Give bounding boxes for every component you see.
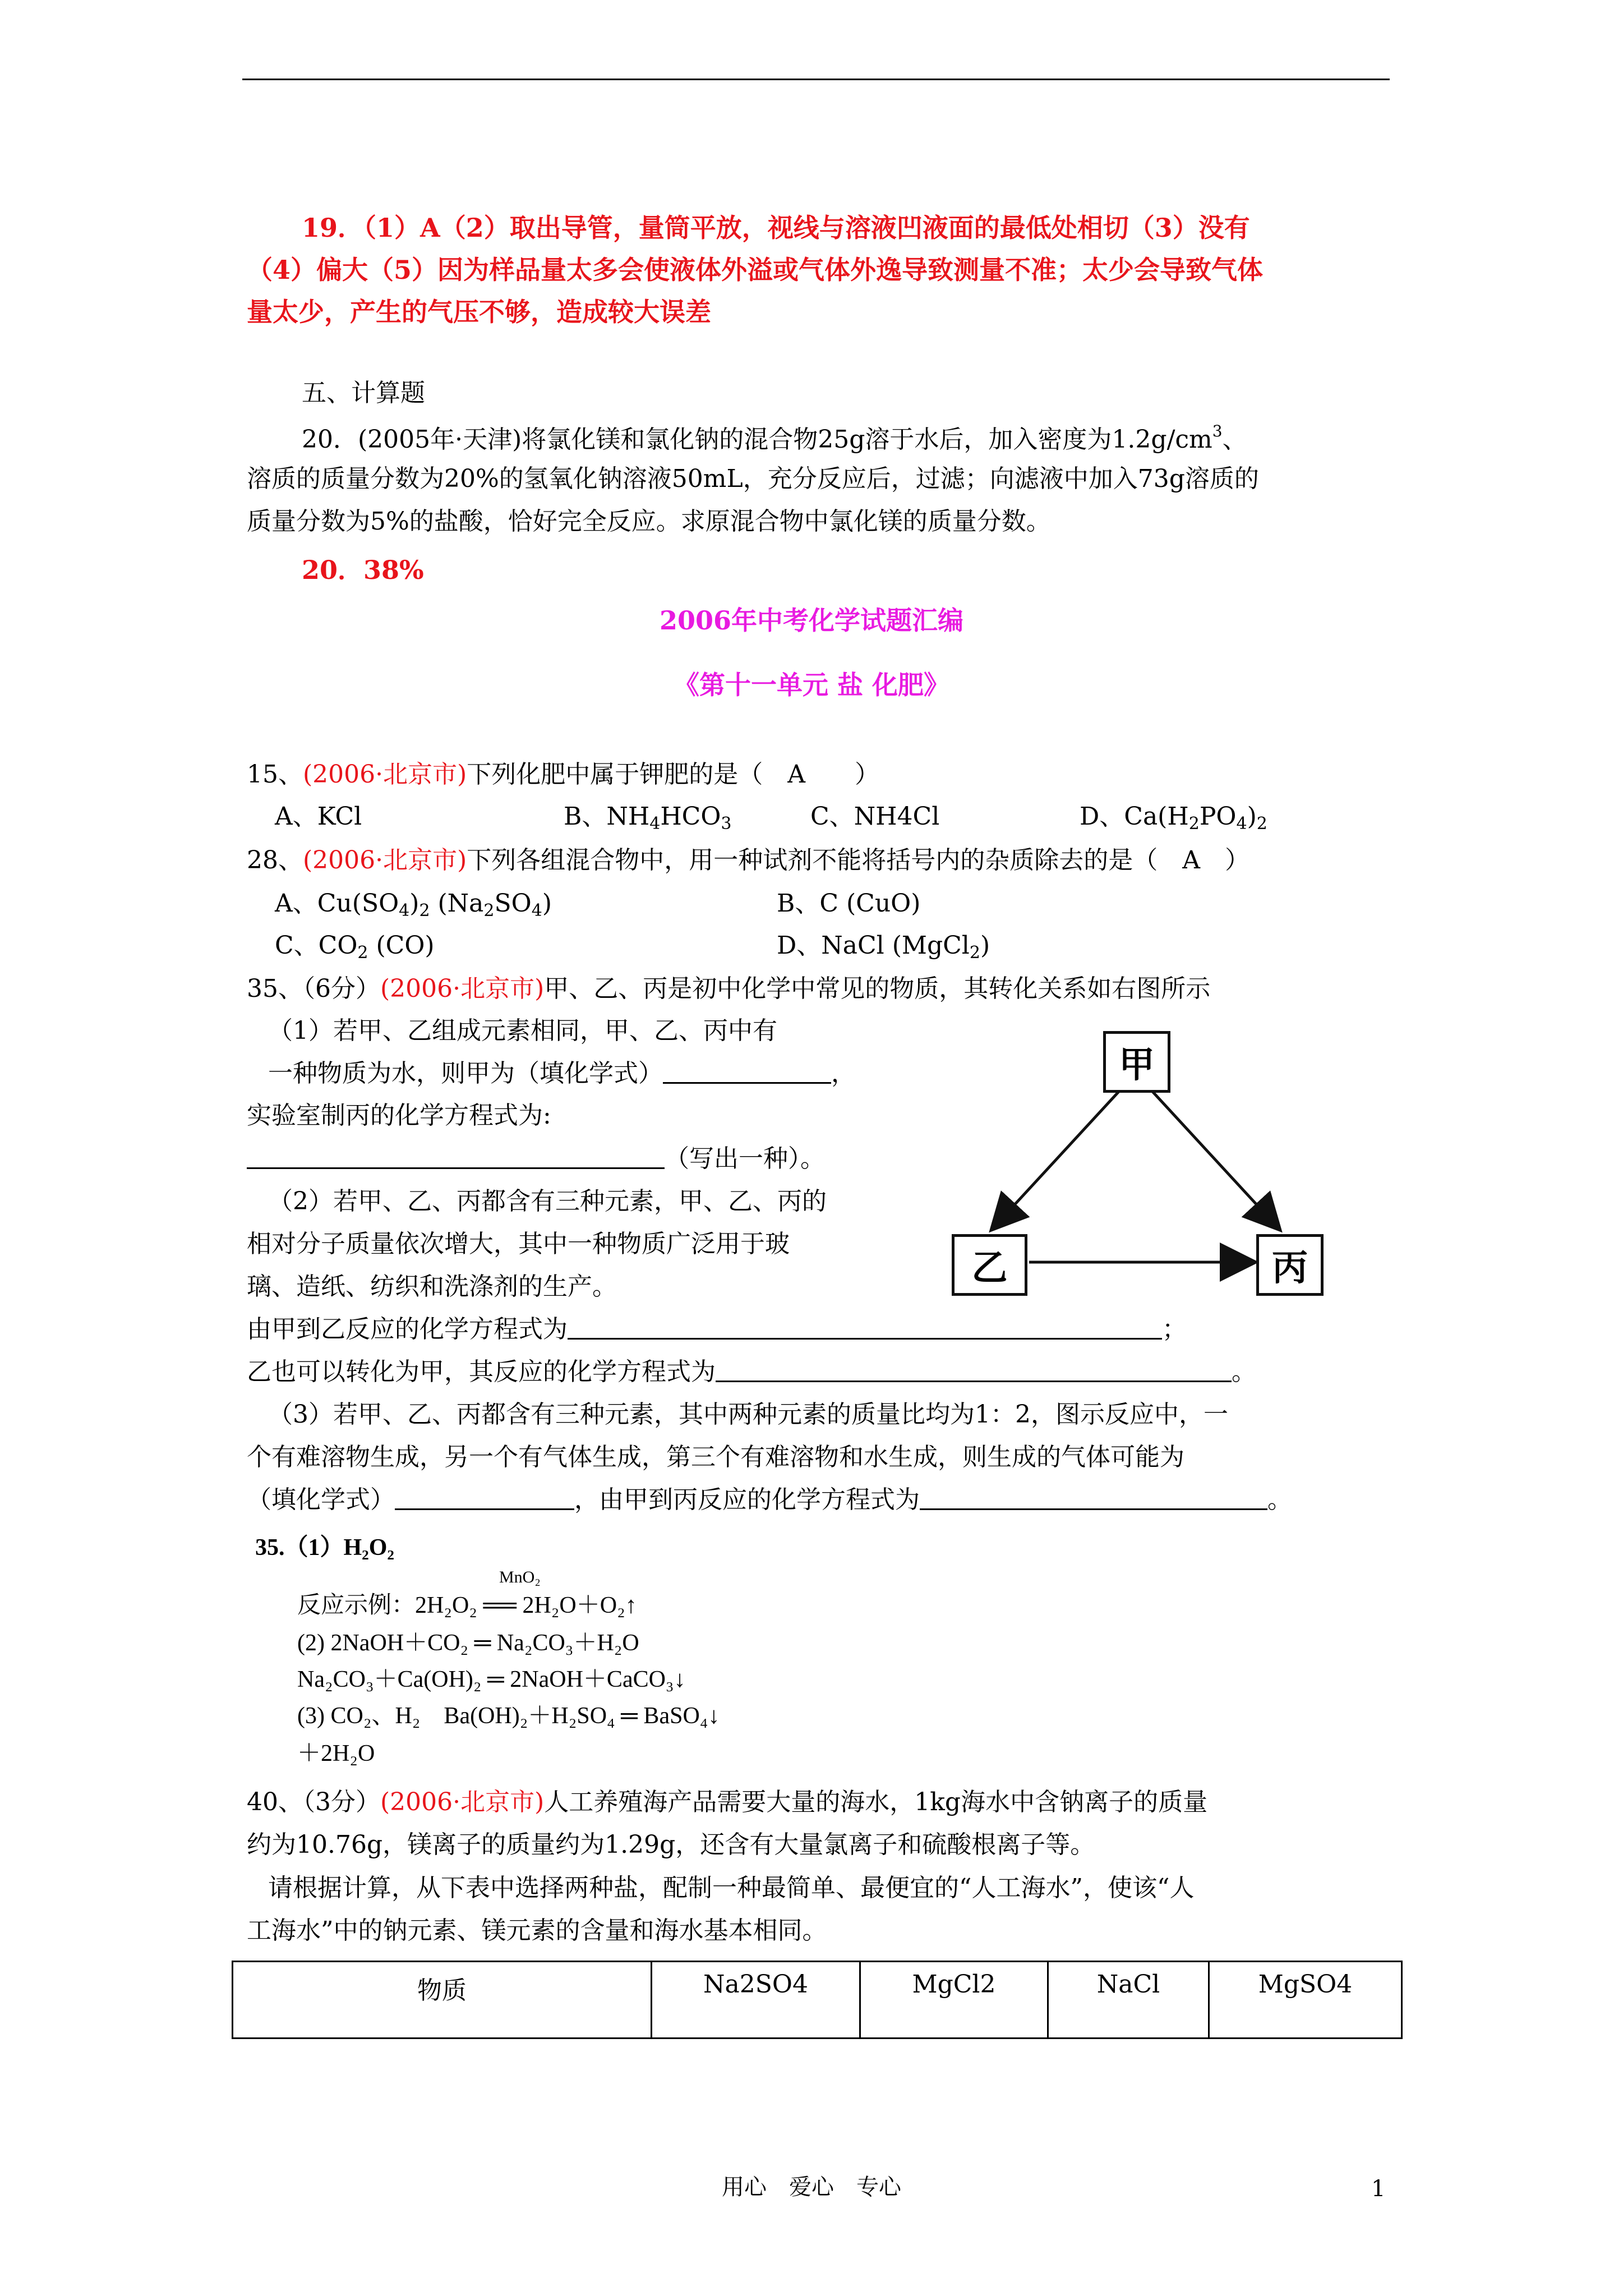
q40-line2: 约为10.76g，镁离子的质量约为1.29g，还含有大量氯离子和硫酸根离子等。 [247,1830,1095,1859]
q35-part1-line4: （写出一种）。 [247,1144,825,1174]
table-header-cell: MgCl2 [860,1962,1048,2039]
q28-option-d: D、NaCl (MgCl$_2$) [777,931,990,963]
section-heading: 五、计算题 [302,379,425,407]
q28-option-a: A、$Cu(SO_4)_2$ $(Na_2SO_4)$ [275,889,552,921]
node-jia: 甲 [1103,1031,1170,1093]
q35-part1-line2: 一种物质为水，则甲为（填化学式） ， [268,1059,856,1088]
q35-part2-line3: 璃、造纸、纺织和洗涤剂的生产。 [247,1272,617,1301]
q35-answer-1: 35.（1）H₂O₂ [255,1535,395,1561]
q20-answer: 20．38% [302,555,424,585]
table-header-cell: 物质 [233,1962,652,2039]
q19-answer-line2: （4）偏大（5）因为样品量太多会使液体外溢或气体外逸导致测量不准；太少会导致气体 [247,255,1264,285]
q35-part2-line1: （2）若甲、乙、丙都含有三种元素，甲、乙、丙的 [268,1187,827,1216]
q35-answer-4: Na₂CO₃＋Ca(OH)₂ ═ 2NaOH＋CaCO₃↓ [297,1667,686,1692]
q35-answer-6: ＋2H₂O [297,1741,375,1766]
q35-answer-2: 反应示例：2H₂O₂ ══ 2H₂O＋O₂↑ [297,1593,637,1618]
q35-part1-line3: 实验室制丙的化学方程式为: [247,1101,551,1130]
answer-blank[interactable] [716,1359,1232,1382]
q15-option-b: B、$NH_4HCO_3$ [564,802,732,834]
q35-part3-line3: （填化学式） ，由甲到丙反应的化学方程式为 。 [247,1485,1292,1514]
arrow-jia-to-bing [1147,1085,1279,1228]
q35-part1-line1: （1）若甲、乙组成元素相同，甲、乙、丙中有 [268,1016,777,1045]
header-rule [242,79,1390,80]
table-header-cell: NaCl [1048,1962,1209,2039]
q35-answer-3: (2) 2NaOH＋CO₂ ═ Na₂CO₃＋H₂O [297,1630,639,1656]
q20-line1: 20．(2005年·天津)将氯化镁和氯化钠的混合物25g溶于水后，加入密度为$1.2g/cm^3$、 [302,422,1247,454]
q35-part2-line2: 相对分子质量依次增大，其中一种物质广泛用于玻 [247,1230,790,1258]
answer-blank[interactable] [247,1146,665,1169]
page-number: 1 [1371,2176,1386,2202]
q28-option-b: B、C (CuO) [777,889,921,918]
q40-line4: 工海水”中的钠元素、镁元素的含量和海水基本相同。 [247,1916,827,1945]
q40-stem: 40、（3分）(2006·北京市)人工养殖海产品需要大量的海水，1kg海水中含钠离子的质量 [247,1788,1208,1816]
q35-part3-line2: 个有难溶物生成，另一个有气体生成，第三个有难溶物和水生成，则生成的气体可能为 [247,1443,1184,1471]
q35-answer-5: (3) CO₂、H₂ Ba(OH)₂＋H₂SO₄ ═ BaSO₄↓ [297,1703,720,1729]
q20-line3: 质量分数为5%的盐酸，恰好完全反应。求原混合物中氯化镁的质量分数。 [247,507,1051,536]
table-header-cell: MgSO4 [1209,1962,1402,2039]
q15-option-a: A、KCl [275,802,362,831]
q35-answer-catalyst: MnO₂ [499,1568,541,1586]
answer-blank[interactable] [568,1317,1162,1340]
q19-answer-line3: 量太少，产生的气压不够，造成较大误差 [247,297,711,327]
q15-option-d: D、$Ca(H_2PO_4)_2$ [1080,802,1267,834]
q20-line2: 溶质的质量分数为20%的氢氧化钠溶液50mL，充分反应后，过滤；向滤液中加入73g溶质的 [247,464,1259,493]
unit-title: 《第十一单元 盐 化肥》 [673,670,950,700]
node-yi: 乙 [952,1234,1027,1296]
compilation-title: 2006年中考化学试题汇编 [659,605,964,636]
q15-option-c: C、NH4Cl [810,802,940,831]
answer-blank[interactable] [663,1061,831,1084]
table-row [233,1962,1402,2039]
footer-slogan: 用心 爱心 专心 [722,2174,901,2200]
table-header-cell: Na2SO4 [652,1962,860,2039]
salt-table [232,1961,1403,2039]
answer-blank[interactable] [920,1487,1267,1510]
node-bing: 丙 [1256,1234,1324,1296]
q19-answer-line1: 19．（1）A（2）取出导管，量筒平放，视线与溶液凹液面的最低处相切（3）没有 [302,213,1250,243]
q28-stem: 28、(2006·北京市)下列各组混合物中，用一种试剂不能将括号内的杂质除去的是（ A ） [247,846,1250,875]
q40-line3: 请根据计算，从下表中选择两种盐，配制一种最简单、最便宜的“人工海水”，使该“人 [268,1874,1195,1902]
q35-part2-line5: 乙也可以转化为甲，其反应的化学方程式为 。 [247,1358,1256,1386]
q35-part2-line4: 由甲到乙反应的化学方程式为 ； [247,1315,1187,1343]
q15-stem: 15、(2006·北京市)下列化肥中属于钾肥的是（ A ） [247,760,880,789]
answer-blank[interactable] [395,1487,574,1510]
q35-part3-line1: （3）若甲、乙、丙都含有三种元素，其中两种元素的质量比均为1：2，图示反应中，一 [268,1400,1228,1429]
arrow-jia-to-yi [993,1085,1124,1228]
q35-stem: 35、（6分）(2006·北京市)甲、乙、丙是初中化学中常见的物质，其转化关系如右图所示 [247,974,1211,1003]
q28-option-c: C、$CO_2$ (CO) [275,931,435,963]
